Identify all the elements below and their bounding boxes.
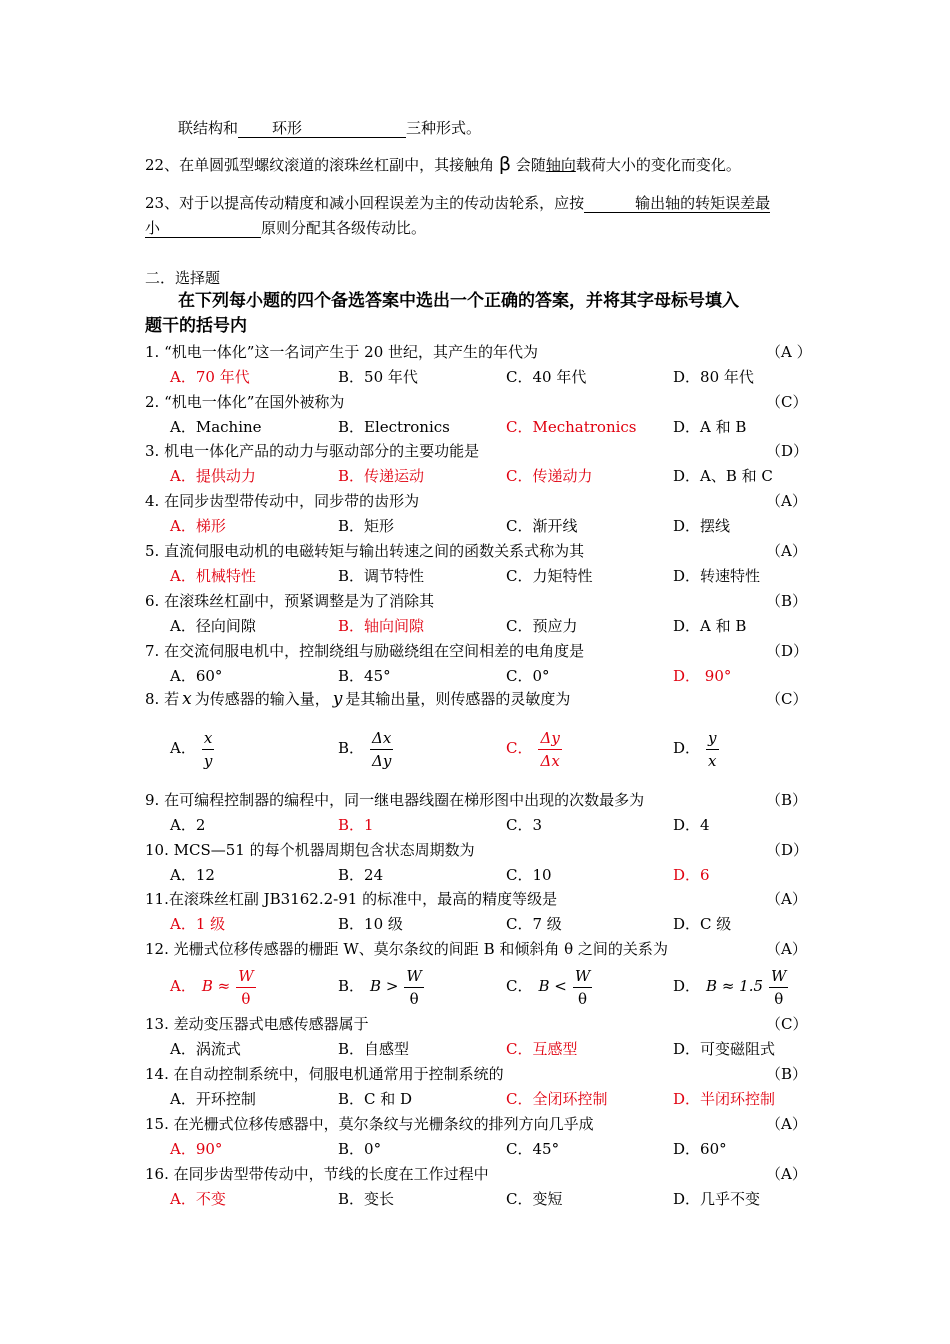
option-11-a: A．1 级 <box>170 915 226 933</box>
option-3-c: C．传递动力 <box>506 467 593 485</box>
option-13-a: A．涡流式 <box>170 1040 241 1058</box>
question-text-1: 1. “机电一体化”这一名词产生于 20 世纪，其产生的年代为 <box>145 343 539 361</box>
question-text-10: 10. MCS—51 的每个机器周期包含状态周期数为 <box>145 841 475 859</box>
option-8-label-d: D． <box>673 739 701 757</box>
fill-line-21 <box>178 118 481 138</box>
answer-key-16: （A） <box>766 1165 807 1183</box>
fill-21-suffix: 三种形式。 <box>406 119 482 137</box>
fraction-12-a <box>236 965 255 1010</box>
fill-23-blank2: 小 <box>145 219 261 238</box>
option-7-b: B．45° <box>338 667 391 685</box>
option-16-d: D．几乎不变 <box>673 1190 761 1208</box>
option-8-a <box>170 726 214 772</box>
relation-lhs: B ≈ 1.5 <box>706 977 764 995</box>
q8-part-0: 8. 若 <box>145 690 180 708</box>
option-9-b: B．1 <box>338 816 374 834</box>
option-4-c: C．渐开线 <box>506 517 578 535</box>
option-12-c <box>506 964 592 1010</box>
question-text-12: 12. 光栅式位移传感器的栅距 W、莫尔条纹的间距 B 和倾斜角 θ 之间的关系为 <box>145 940 668 958</box>
option-8-c <box>506 726 562 772</box>
option-1-a: A．70 年代 <box>170 368 250 386</box>
answer-key-6: （B） <box>766 592 808 610</box>
answer-key-1: （A ） <box>766 343 812 361</box>
option-3-d: D．A、B 和 C <box>673 467 773 485</box>
option-15-a: A．90° <box>170 1140 223 1158</box>
option-3-a: A．提供动力 <box>170 467 256 485</box>
option-8-b <box>338 726 393 772</box>
question-text-6: 6. 在滚珠丝杠副中，预紧调整是为了消除其 <box>145 592 435 610</box>
fill-line-23b <box>145 218 426 238</box>
option-12-label-b: B． <box>338 977 365 995</box>
question-text-4: 4. 在同步齿型带传动中，同步带的齿形为 <box>145 492 420 510</box>
option-11-b: B．10 级 <box>338 915 403 933</box>
fraction-8-a <box>202 727 214 772</box>
option-5-d: D．转速特性 <box>673 567 761 585</box>
question-text-7: 7. 在交流伺服电机中，控制绕组与励磁绕组在空间相差的电角度是 <box>145 642 585 660</box>
answer-key-10: （D） <box>766 841 809 859</box>
option-10-b: B．24 <box>338 866 384 884</box>
option-1-c: C．40 年代 <box>506 368 587 386</box>
question-text-2: 2. “机电一体化”在国外被称为 <box>145 393 345 411</box>
option-12-label-a: A． <box>170 977 196 995</box>
option-15-b: B．0° <box>338 1140 382 1158</box>
option-7-a: A．60° <box>170 667 223 685</box>
option-5-b: B．调节特性 <box>338 567 425 585</box>
section-instruction-1: 在下列每小题的四个备选答案中选出一个正确的答案，并将其字母标号填入 <box>178 291 739 311</box>
fraction-denominator: θ <box>241 989 251 1008</box>
question-text-16: 16. 在同步齿型带传动中，节线的长度在工作过程中 <box>145 1165 489 1183</box>
option-1-b: B．50 年代 <box>338 368 418 386</box>
option-15-c: C．45° <box>506 1140 560 1158</box>
option-8-label-b: B． <box>338 739 365 757</box>
fill-23-suffix: 原则分配其各级传动比。 <box>261 219 427 237</box>
option-10-d: D．6 <box>673 866 710 884</box>
option-7-d: D． 90° <box>673 667 732 685</box>
option-2-d: D．A 和 B <box>673 418 747 436</box>
fraction-denominator: θ <box>774 989 784 1008</box>
option-2-b: B．Electronics <box>338 418 450 436</box>
option-4-d: D．摆线 <box>673 517 731 535</box>
answer-key-7: （D） <box>766 642 809 660</box>
answer-key-9: （B） <box>766 791 808 809</box>
option-5-a: A．机械特性 <box>170 567 256 585</box>
fill-22-blank: 轴向 <box>545 156 576 174</box>
option-12-b <box>338 964 424 1010</box>
option-12-label-c: C． <box>506 977 533 995</box>
answer-key-2: （C） <box>766 393 808 411</box>
option-14-c: C．全闭环控制 <box>506 1090 608 1108</box>
section-title: 二．选择题 <box>145 269 221 287</box>
fraction-denominator: y <box>203 751 213 770</box>
option-6-c: C．预应力 <box>506 617 578 635</box>
question-text-5: 5. 直流伺服电动机的电磁转矩与输出转速之间的函数关系式称为其 <box>145 542 585 560</box>
option-12-a <box>170 964 256 1010</box>
option-6-d: D．A 和 B <box>673 617 747 635</box>
fraction-12-b <box>404 965 423 1010</box>
q8-part-4: 是其输出量，则传感器的灵敏度为 <box>345 690 571 708</box>
q8-part-3: y <box>332 689 343 709</box>
fraction-denominator: Δy <box>372 751 392 770</box>
section-instruction-2: 题干的括号内 <box>145 316 247 336</box>
fraction-numerator: W <box>573 965 592 988</box>
question-text-13: 13. 差动变压器式电感传感器属于 <box>145 1015 369 1033</box>
option-16-a: A．不变 <box>170 1190 226 1208</box>
relation-lhs: B > <box>370 977 399 995</box>
fraction-numerator: W <box>404 965 423 988</box>
fill-22-mid: 会随 <box>515 156 546 174</box>
option-13-d: D．可变磁阻式 <box>673 1040 776 1058</box>
option-10-a: A．12 <box>170 866 215 884</box>
option-8-label-a: A． <box>170 739 196 757</box>
fraction-8-c <box>538 727 561 772</box>
fraction-numerator: y <box>706 727 718 750</box>
answer-key-4: （A） <box>766 492 807 510</box>
fraction-denominator: θ <box>409 989 419 1008</box>
answer-key-11: （A） <box>766 890 807 908</box>
option-3-b: B．传递运动 <box>338 467 425 485</box>
option-12-d <box>673 964 788 1010</box>
question-text-3: 3. 机电一体化产品的动力与驱动部分的主要功能是 <box>145 442 480 460</box>
fraction-denominator: θ <box>578 989 588 1008</box>
question-text-8 <box>145 689 570 709</box>
option-4-a: A．梯形 <box>170 517 226 535</box>
option-7-c: C．0° <box>506 667 550 685</box>
fraction-denominator: Δx <box>540 751 560 770</box>
option-1-d: D．80 年代 <box>673 368 754 386</box>
fraction-12-d <box>769 965 788 1010</box>
q8-part-2: 为传感器的输入量， <box>194 690 330 708</box>
option-14-b: B．C 和 D <box>338 1090 413 1108</box>
relation-lhs: B ≈ <box>201 977 231 995</box>
fill-line-23a <box>145 193 770 213</box>
fraction-8-d <box>706 727 718 772</box>
option-4-b: B．矩形 <box>338 517 395 535</box>
question-text-15: 15. 在光栅式位移传感器中，莫尔条纹与光栅条纹的排列方向几乎成 <box>145 1115 594 1133</box>
option-6-b: B．轴向间隙 <box>338 617 425 635</box>
fill-21-blank: 环形 <box>238 119 406 138</box>
option-15-d: D．60° <box>673 1140 727 1158</box>
fraction-numerator: x <box>202 727 214 750</box>
fraction-8-b <box>370 727 393 772</box>
answer-key-3: （D） <box>766 442 809 460</box>
option-13-c: C．互感型 <box>506 1040 578 1058</box>
option-6-a: A．径向间隙 <box>170 617 256 635</box>
question-text-14: 14. 在自动控制系统中，伺服电机通常用于控制系统的 <box>145 1065 504 1083</box>
option-11-c: C．7 级 <box>506 915 562 933</box>
fraction-numerator: Δx <box>370 727 393 750</box>
option-9-c: C．3 <box>506 816 543 834</box>
fraction-numerator: W <box>769 965 788 988</box>
question-text-9: 9. 在可编程控制器的编程中，同一继电器线圈在梯形图中出现的次数最多为 <box>145 791 645 809</box>
fraction-12-c <box>573 965 592 1010</box>
option-9-d: D．4 <box>673 816 710 834</box>
option-14-a: A．开环控制 <box>170 1090 256 1108</box>
q8-part-1: x <box>182 689 192 709</box>
fraction-denominator: x <box>708 751 717 770</box>
option-8-d <box>673 726 719 772</box>
option-16-c: C．变短 <box>506 1190 563 1208</box>
answer-key-5: （A） <box>766 542 807 560</box>
fill-22-prefix: 22、在单圆弧型螺纹滚道的滚珠丝杠副中，其接触角 <box>145 156 495 174</box>
answer-key-14: （B） <box>766 1065 808 1083</box>
answer-key-15: （A） <box>766 1115 807 1133</box>
fraction-numerator: W <box>236 965 255 988</box>
option-10-c: C．10 <box>506 866 552 884</box>
answer-key-8: （C） <box>766 690 808 708</box>
answer-key-12: （A） <box>766 940 807 958</box>
option-14-d: D．半闭环控制 <box>673 1090 776 1108</box>
option-2-a: A．Machine <box>170 418 262 436</box>
option-16-b: B．变长 <box>338 1190 395 1208</box>
option-5-c: C．力矩特性 <box>506 567 593 585</box>
option-11-d: D．C 级 <box>673 915 732 933</box>
beta-symbol: β <box>498 153 512 175</box>
fill-23-prefix: 23、对于以提高传动精度和减小回程误差为主的传动齿轮系，应按 <box>145 194 585 212</box>
fill-23-blank1: 输出轴的转矩误差最 <box>584 194 770 213</box>
fill-21-prefix: 联结构和 <box>178 119 239 137</box>
relation-lhs: B < <box>538 977 567 995</box>
fill-22-suffix: 载荷大小的变化而变化。 <box>575 156 741 174</box>
fraction-numerator: Δy <box>538 727 561 750</box>
fill-line-22 <box>145 154 741 175</box>
question-text-11: 11.在滚珠丝杠副 JB3162.2-91 的标准中，最高的精度等级是 <box>145 890 558 908</box>
option-2-c: C．Mechatronics <box>506 418 637 436</box>
option-8-label-c: C． <box>506 739 533 757</box>
option-13-b: B．自感型 <box>338 1040 410 1058</box>
option-12-label-d: D． <box>673 977 701 995</box>
answer-key-13: （C） <box>766 1015 808 1033</box>
option-9-a: A．2 <box>170 816 206 834</box>
